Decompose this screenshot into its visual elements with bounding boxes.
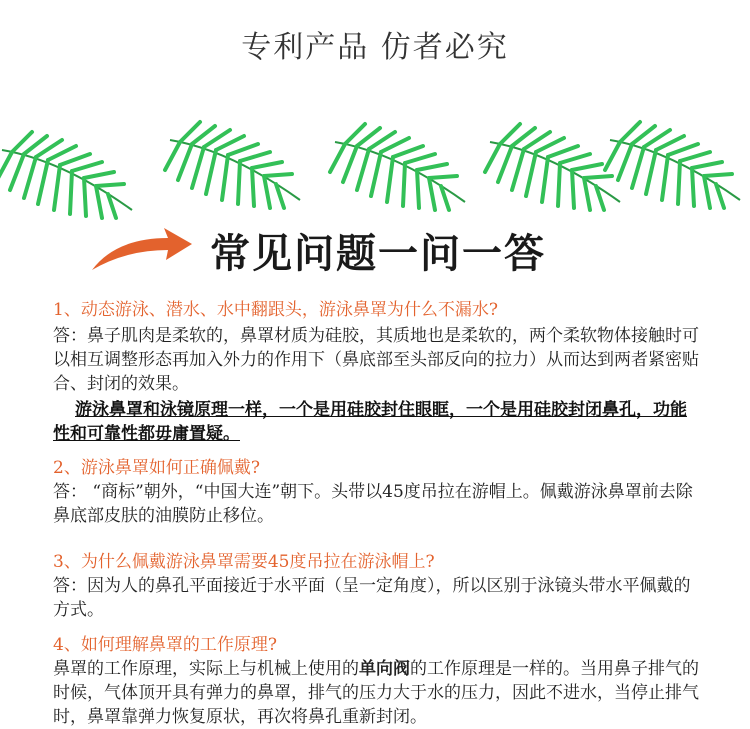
question-4: 4、如何理解鼻罩的工作原理? <box>53 635 277 655</box>
qa-item-3 <box>53 550 703 622</box>
heading-row <box>0 220 750 280</box>
question-2: 2、游泳鼻罩如何正确佩戴? <box>53 458 260 478</box>
answer-2: 答： “商标”朝外，“中国大连”朝下。头带以45度吊拉在游帽上。佩戴游泳鼻罩前去除鼻底部皮肤的油膜防止移位。 <box>53 482 693 526</box>
qa-item-4 <box>53 633 703 729</box>
answer-4-text-start: 鼻罩的工作原理，实际上与机械上使用的 <box>53 659 359 679</box>
answer-1-emphasis: 游泳鼻罩和泳镜原理一样，一个是用硅胶封住眼眶，一个是用硅胶封闭鼻孔，功能性和可靠性都毋庸置疑。 <box>53 400 687 444</box>
section-heading: 常见问题一问一答 <box>210 231 546 277</box>
answer-4 <box>53 657 703 729</box>
patent-notice: 专利产品 仿者必究 <box>241 30 509 65</box>
palm-leaves-banner <box>0 118 750 228</box>
question-3: 3、为什么佩戴游泳鼻罩需要45度吊拉在游泳帽上? <box>53 552 435 572</box>
palm-leaf-icon <box>485 124 620 210</box>
answer-4-text-end: 的工作原理是一样的。当用鼻子排气的时候，气体顶开具有弹力的鼻罩，排气的压力大于水的压力，因此不进水，当停止排气时，鼻罩靠弹力恢复原状，再次将鼻孔重新封闭。 <box>53 659 699 727</box>
answer-4-bold-term: 单向阀 <box>359 659 410 679</box>
palm-leaf-icon <box>0 132 132 218</box>
question-1: 1、动态游泳、潜水、水中翻跟头，游泳鼻罩为什么不漏水? <box>53 300 498 320</box>
answer-1: 答：鼻子肌肉是柔软的，鼻罩材质为硅胶，其质地也是柔软的，两个柔软物体接触时可以相互调整形态再加入外力的作用下（鼻底部至头部反向的拉力）从而达到两者紧密贴合、封闭的效果。 <box>53 326 699 394</box>
answer-3: 答：因为人的鼻孔平面接近于水平面（呈一定角度），所以区别于泳镜头带水平佩戴的方式。 <box>53 576 691 620</box>
qa-item-1 <box>53 298 703 446</box>
palm-leaf-icon <box>605 122 740 208</box>
orange-curved-arrow-icon <box>86 226 196 276</box>
palm-leaf-icon <box>330 124 465 210</box>
palm-leaf-icon <box>165 122 300 208</box>
qa-item-2 <box>53 456 703 528</box>
